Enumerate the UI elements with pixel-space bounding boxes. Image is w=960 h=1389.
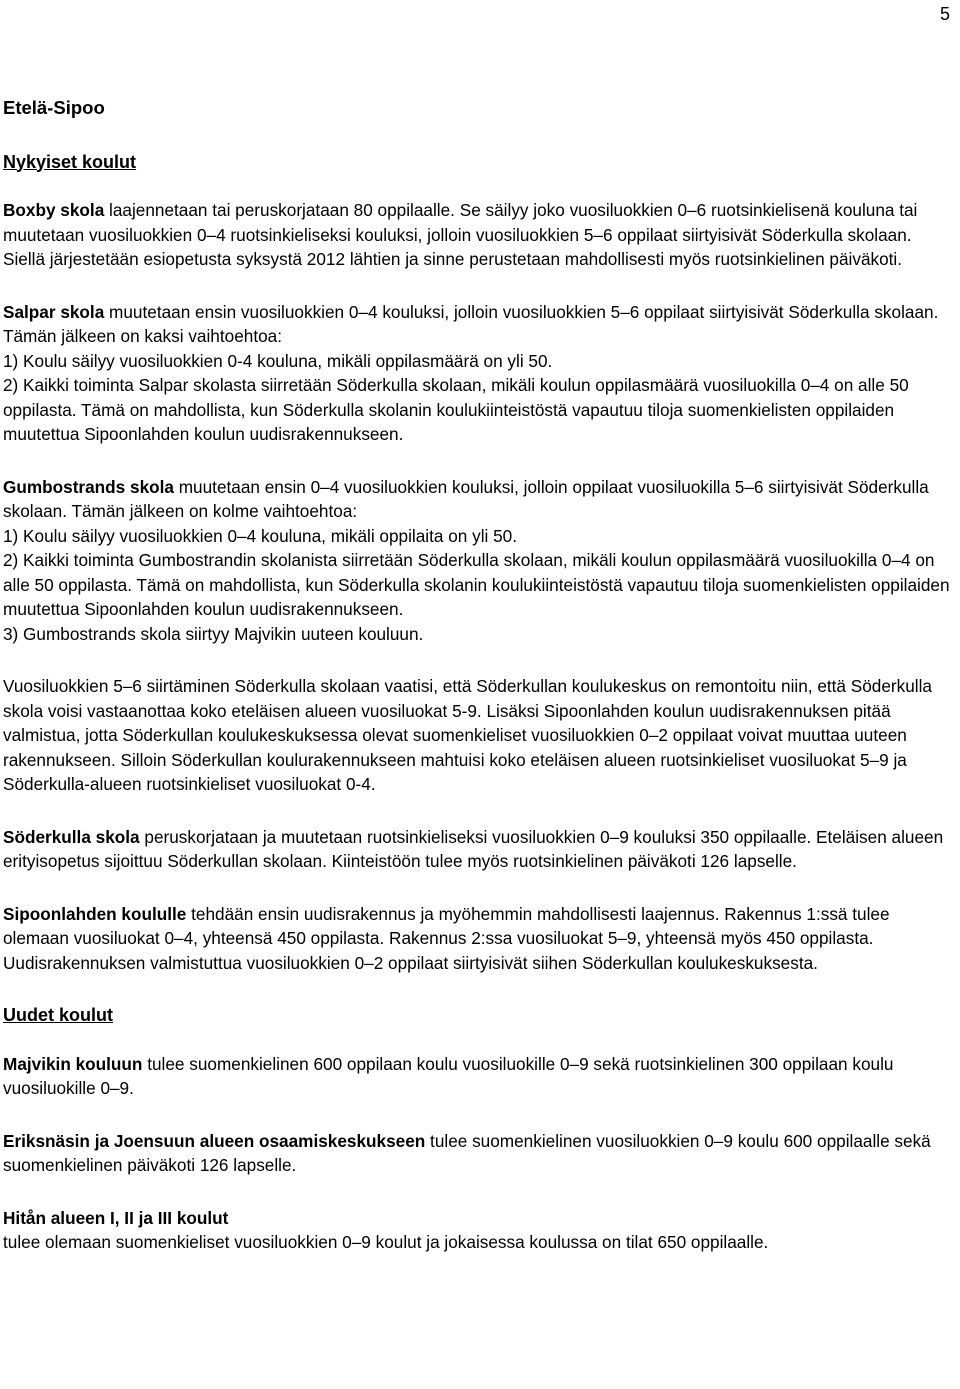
paragraph-soderkulla-text: peruskorjataan ja muutetaan ruotsinkieliseksi vuosiluokkien 0–9 kouluksi 350 oppilaalle. Eteläisen alueen erityisopetus sijoittuu Söderkullan skolaan. Kiinteistöön tulee myös ruotsinkielinen päiväkoti 126 lapselle. xyxy=(3,826,944,871)
school-name-sipoonlahden: Sipoonlahden koululle xyxy=(3,903,187,924)
paragraph-gumbostrands xyxy=(3,475,958,647)
paragraph-boxby xyxy=(3,198,958,272)
section-heading-current-schools: Nykyiset koulut xyxy=(3,151,137,172)
school-name-soderkulla: Söderkulla skola xyxy=(3,826,140,847)
document-body xyxy=(3,96,958,1283)
paragraph-hitan-text: tulee olemaan suomenkieliset vuosiluokkien 0–9 koulut ja jokaisessa koulussa on tilat 650 oppilaalle. xyxy=(3,1232,769,1252)
school-name-majvikin: Majvikin kouluun xyxy=(3,1053,143,1074)
region-title: Etelä-Sipoo xyxy=(3,97,105,118)
gumbostrands-option-2: 2) Kaikki toiminta Gumbostrandin skolanista siirretään Söderkulla skolaan, mikäli koulun oppilasmäärä vuosiluokilla 0–4 on alle 50 oppilasta. Tämä on mahdollista, kun Söderkulla skolanin koulukiinteistöstä vapautuu tiloja suomenkielisten oppilaiden muutettua Sipoonlahden koulun uudisrakennukseen. xyxy=(3,550,950,619)
paragraph-gumbostrands-text: muutetaan ensin 0–4 vuosiluokkien kouluksi, jolloin oppilaat vuosiluokilla 5–6 siirtyisivät Söderkulla skolaan. Tämän jälkeen on kolme vaihtoehtoa: xyxy=(3,476,929,521)
paragraph-eriksnas xyxy=(3,1129,958,1178)
paragraph-hitan xyxy=(3,1206,958,1255)
paragraph-eriksnas-text: tulee suomenkielinen vuosiluokkien 0–9 koulu 600 oppilaalle sekä suomenkielinen päiväkoti 126 lapselle. xyxy=(3,1130,931,1175)
section-heading-new-schools: Uudet koulut xyxy=(3,1005,113,1025)
paragraph-majvikin-text: tulee suomenkielinen 600 oppilaan koulu vuosiluokille 0–9 sekä ruotsinkielinen 300 oppilaan koulu vuosiluokille 0–9. xyxy=(3,1053,894,1098)
school-name-hitan: Hitån alueen I, II ja III koulut xyxy=(3,1207,229,1228)
paragraph-majvikin xyxy=(3,1052,958,1101)
page-number: 5 xyxy=(939,4,950,24)
salpar-option-1: 1) Koulu säilyy vuosiluokkien 0-4 kouluna, mikäli oppilasmäärä on yli 50. xyxy=(3,350,553,371)
paragraph-salpar xyxy=(3,300,958,447)
paragraph-transfer: Vuosiluokkien 5–6 siirtäminen Söderkulla skolaan vaatisi, että Söderkullan koulukeskus on remontoitu niin, että Söderkulla skola voisi vastaanottaa koko eteläisen alueen vuosiluokat 5-9. Lisäksi Sipoonlahden koulun uudisrakennuksen pitää valmistua, jotta Söderkullan koulukeskuksessa olevat suomenkieliset vuosiluokkien 0–2 oppilaat voivat muuttaa uuteen rakennukseen. Silloin Söderkullan koulurakennukseen mahtuisi koko eteläisen alueen ruotsinkieliset vuosiluokat 5–9 ja Söderkulla-alueen ruotsinkieliset vuosiluokat 0-4. xyxy=(3,676,932,794)
school-name-boxby: Boxby skola xyxy=(3,200,105,220)
gumbostrands-option-1: 1) Koulu säilyy vuosiluokkien 0–4 kouluna, mikäli oppilaita on yli 50. xyxy=(3,525,518,546)
school-name-eriksnas: Eriksnäsin ja Joensuun alueen osaamiskeskukseen xyxy=(3,1130,426,1151)
paragraph-salpar-text: muutetaan ensin vuosiluokkien 0–4 kouluksi, jolloin vuosiluokkien 5–6 oppilaat siirtyisivät Söderkulla skolaan. Tämän jälkeen on kaksi vaihtoehtoa: xyxy=(3,301,939,346)
school-name-gumbostrands: Gumbostrands skola xyxy=(3,476,174,497)
paragraph-sipoonlahden-text: tehdään ensin uudisrakennus ja myöhemmin mahdollisesti laajennus. Rakennus 1:ssä tulee olemaan vuosiluokat 0–4, yhteensä 450 oppilasta. Rakennus 2:ssa vuosiluokat 5–9, yhteensä myös 450 oppilasta. Uudisrakennuksen valmistuttua vuosiluokkien 0–2 oppilaat siirtyisivät siihen Söderkullan koulukeskuksesta. xyxy=(3,903,890,973)
paragraph-sipoonlahden xyxy=(3,902,958,976)
school-name-salpar: Salpar skola xyxy=(3,301,105,322)
salpar-option-2: 2) Kaikki toiminta Salpar skolasta siirretään Söderkulla skolaan, mikäli koulun oppilasmäärä vuosiluokilla 0–4 on alle 50 oppilasta. Tämä on mahdollista, kun Söderkulla skolanin koulukiinteistöstä vapautuu tiloja suomenkielisten oppilaiden muutettua Sipoonlahden koulun uudisrakennukseen. xyxy=(3,375,909,444)
paragraph-soderkulla xyxy=(3,825,958,874)
gumbostrands-option-3: 3) Gumbostrands skola siirtyy Majvikin uuteen kouluun. xyxy=(3,623,424,644)
paragraph-boxby-text: laajennetaan tai peruskorjataan 80 oppilaalle. Se säilyy joko vuosiluokkien 0–6 ruotsinkielisenä kouluna tai muutetaan vuosiluokkien 0–4 ruotsinkieliseksi kouluksi, jolloin vuosiluokkien 5–6 oppilaat siirtyisivät Söderkulla skolaan. Siellä järjestetään esiopetusta syksystä 2012 lähtien ja sinne perustetaan mahdollisesti myös ruotsinkielinen päiväkoti. xyxy=(3,200,918,269)
